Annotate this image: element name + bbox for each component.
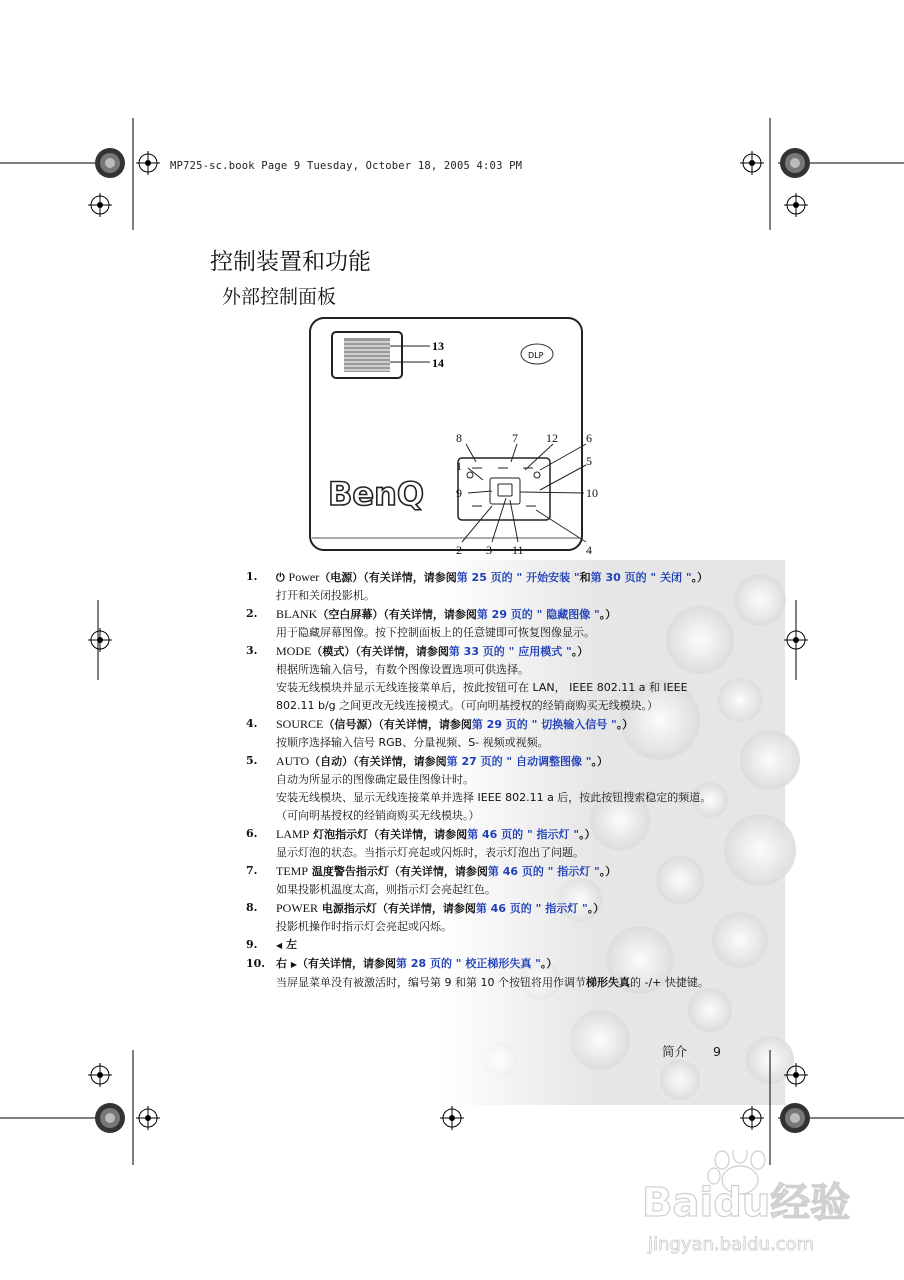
list-item: 7. TEMP 温度警告指示灯（有关详情，请参阅第 46 页的 " 指示灯 "。） 如果投影机温度太高，则指示灯会亮起红色。: [246, 864, 617, 896]
callout-1: 1: [456, 459, 462, 473]
callout-5: 5: [586, 454, 592, 468]
callout-7: 7: [512, 431, 518, 445]
section-title: 控制装置和功能: [210, 249, 371, 275]
list-item: 5. AUTO（自动）（有关详情，请参阅第 27 页的 " 自动调整图像 "。） 自动为所显示的图像确定最佳图像计时。 安装无线模块、显示无线连接菜单并选择 IEEE 802.11 a 后，按此按钮搜索稳定的频道。（可向明基授权的经销商购买无线模块。）: [246, 754, 712, 822]
svg-text:jingyan.baidu.com: jingyan.baidu.com: [648, 1234, 815, 1255]
list-item: 3. MODE（模式）（有关详情，请参阅第 33 页的 " 应用模式 "。） 根据所选输入信号，有数个图像设置选项可供选择。 安装无线模块并显示无线连接菜单后，按此按钮可在 LAN， IEEE 802.11 a 和 IEEE 802.11 b/g 之间更改无线连接模式。（可向明基授权的经销商购买无线模块。）: [246, 644, 688, 712]
running-header: MP725-sc.book Page 9 Tuesday, October 18, 2005 4:03 PM: [170, 160, 523, 172]
footer-section: 简介: [662, 1044, 688, 1059]
svg-text:Baidu经验: Baidu经验: [642, 1180, 851, 1226]
page-number: 9: [713, 1044, 721, 1059]
callout-6: 6: [586, 431, 592, 445]
link-page-29-blank[interactable]: 第 29 页的 " 隐藏图像 ": [476, 608, 600, 621]
list-item: 4. SOURCE（信号源）（有关详情，请参阅第 29 页的 " 切换输入信号 "。） 按顺序选择输入信号 RGB、分量视频、S- 视频或视频。: [246, 717, 634, 749]
list-item: 2. BLANK（空白屏幕）（有关详情，请参阅第 29 页的 " 隐藏图像 "。） 用于隐藏屏幕图像。按下控制面板上的任意键即可恢复图像显示。: [246, 607, 617, 639]
list-item: 10. 右 ▶（有关详情，请参阅第 28 页的 " 校正梯形失真 "。） 当屏显菜单没有被激活时，编号第 9 和第 10 个按钮将用作调节梯形失真的 -/+ 快捷键。: [246, 957, 709, 989]
callout-8: 8: [456, 431, 462, 445]
link-page-33[interactable]: 第 33 页的 " 应用模式 ": [448, 645, 572, 658]
lens-ring-icon: [332, 332, 402, 378]
list-item: 1. ⏻ Power（电源）（有关详情，请参阅第 25 页的 " 开始安装 "和第 30 页的 " 关闭 "。） 打开和关闭投影机。: [246, 570, 709, 602]
link-page-27[interactable]: 第 27 页的 " 自动调整图像 ": [446, 755, 592, 768]
svg-text:DLP: DLP: [528, 351, 544, 360]
list-item: 9. ◀ 左: [246, 938, 297, 951]
link-page-46-lamp[interactable]: 第 46 页的 " 指示灯 ": [467, 828, 580, 841]
link-page-46-power[interactable]: 第 46 页的 " 指示灯 ": [475, 902, 588, 915]
link-page-29-source[interactable]: 第 29 页的 " 切换输入信号 ": [471, 718, 617, 731]
control-list: [246, 568, 726, 992]
callout-14: 14: [432, 356, 444, 370]
page-footer: [662, 1042, 721, 1060]
list-item: 8. POWER 电源指示灯（有关详情，请参阅第 46 页的 " 指示灯 "。） 投影机操作时指示灯会亮起或闪烁。: [246, 901, 605, 933]
power-icon: ⏻: [276, 571, 285, 584]
right-arrow-icon: ▶: [290, 960, 297, 969]
callout-3: 3: [486, 543, 492, 557]
subsection-title: 外部控制面板: [222, 286, 337, 308]
callout-12: 12: [546, 431, 558, 445]
brand-logo: BenQ: [328, 475, 425, 513]
baidu-watermark: [640, 1150, 870, 1270]
control-panel-figure: [300, 310, 610, 560]
link-page-25[interactable]: 第 25 页的 " 开始安装 ": [456, 571, 580, 584]
left-arrow-icon: ◀: [276, 941, 283, 950]
callout-10: 10: [586, 486, 598, 500]
link-page-30[interactable]: 第 30 页的 " 关闭 ": [590, 571, 692, 584]
list-item: 6. LAMP 灯泡指示灯（有关详情，请参阅第 46 页的 " 指示灯 "。） 显示灯泡的状态。当指示灯亮起或闪烁时，表示灯泡出了问题。: [246, 827, 596, 859]
callout-13: 13: [432, 339, 444, 353]
callout-2: 2: [456, 543, 462, 557]
link-page-28[interactable]: 第 28 页的 " 校正梯形失真 ": [396, 957, 541, 970]
callout-9: 9: [456, 486, 462, 500]
link-page-46-temp[interactable]: 第 46 页的 " 指示灯 ": [487, 865, 600, 878]
callout-4: 4: [586, 543, 592, 557]
callout-11: 11: [512, 543, 524, 557]
